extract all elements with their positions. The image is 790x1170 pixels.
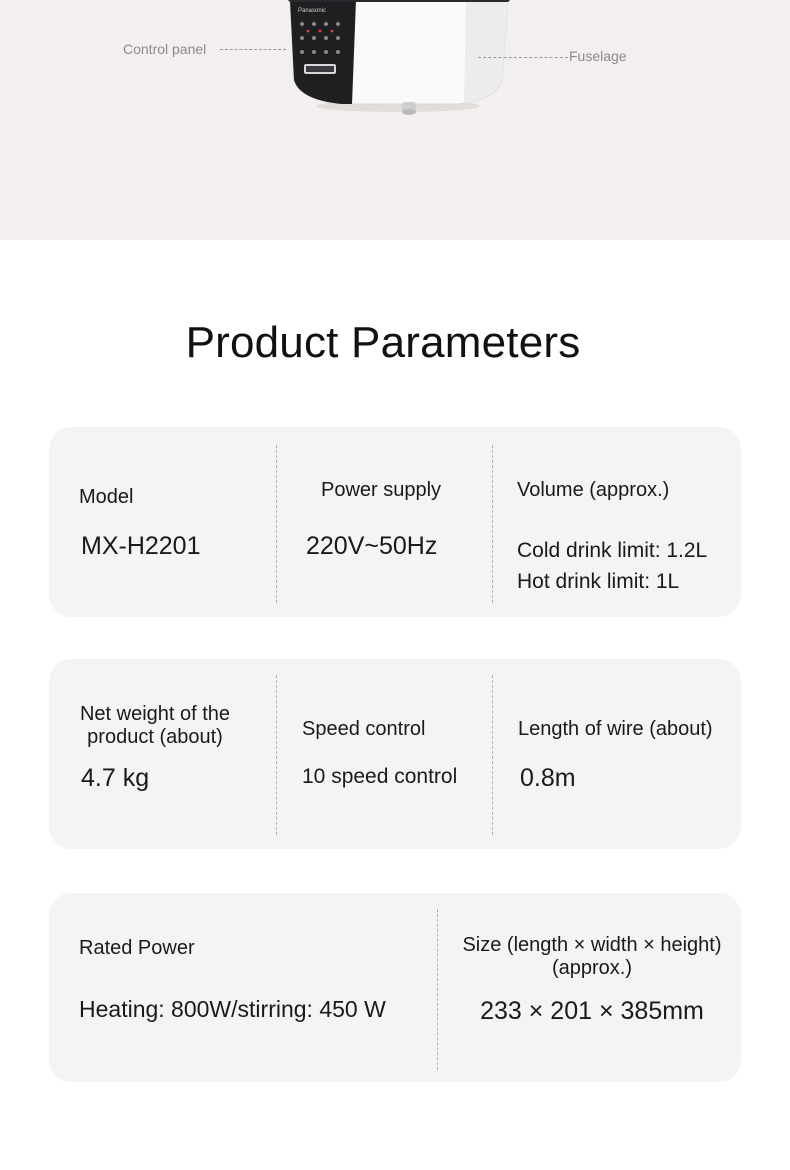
- wire-length-label: Length of wire (about): [518, 718, 713, 740]
- volume-value-cold: Cold drink limit: 1.2L: [517, 539, 708, 562]
- net-weight-label-line2: product (about): [87, 726, 223, 748]
- speed-control-value: 10 speed control: [302, 765, 458, 788]
- volume-value-hot: Hot drink limit: 1L: [517, 570, 680, 593]
- size-value: 233 × 201 × 385mm: [480, 997, 704, 1025]
- rated-power-label: Rated Power: [79, 937, 195, 959]
- column-divider: [437, 909, 438, 1070]
- model-label: Model: [79, 486, 134, 508]
- size-label-line2: (approx.): [551, 957, 633, 979]
- column-divider: [492, 675, 493, 835]
- rated-power-value: Heating: 800W/stirring: 450 W: [79, 996, 386, 1022]
- blender-base-image: [286, 0, 512, 120]
- control-panel-label: Control panel: [123, 41, 207, 57]
- fuselage-leader-line: [478, 57, 568, 58]
- product-hero: [0, 0, 790, 240]
- net-weight-label-line1: Net weight of the: [79, 703, 231, 725]
- brand-mark: Panasonic: [298, 8, 327, 14]
- power-supply-label: Power supply: [321, 479, 442, 501]
- model-value: MX-H2201: [81, 532, 201, 560]
- size-label-line1: Size (length × width × height): [462, 934, 722, 956]
- column-divider: [276, 675, 277, 835]
- page-title: Product Parameters: [185, 318, 581, 367]
- column-divider: [276, 445, 277, 603]
- speed-control-label: Speed control: [302, 718, 426, 740]
- net-weight-value: 4.7 kg: [81, 764, 150, 792]
- control-panel-leader-line: [220, 49, 286, 50]
- power-supply-value: 220V~50Hz: [306, 532, 438, 560]
- fuselage-label: Fuselage: [569, 48, 627, 64]
- volume-label: Volume (approx.): [517, 479, 670, 501]
- params-card-1: [49, 427, 741, 617]
- params-card-2: [49, 659, 741, 849]
- params-card-3: [49, 893, 741, 1082]
- wire-length-value: 0.8m: [520, 764, 576, 792]
- column-divider: [492, 445, 493, 603]
